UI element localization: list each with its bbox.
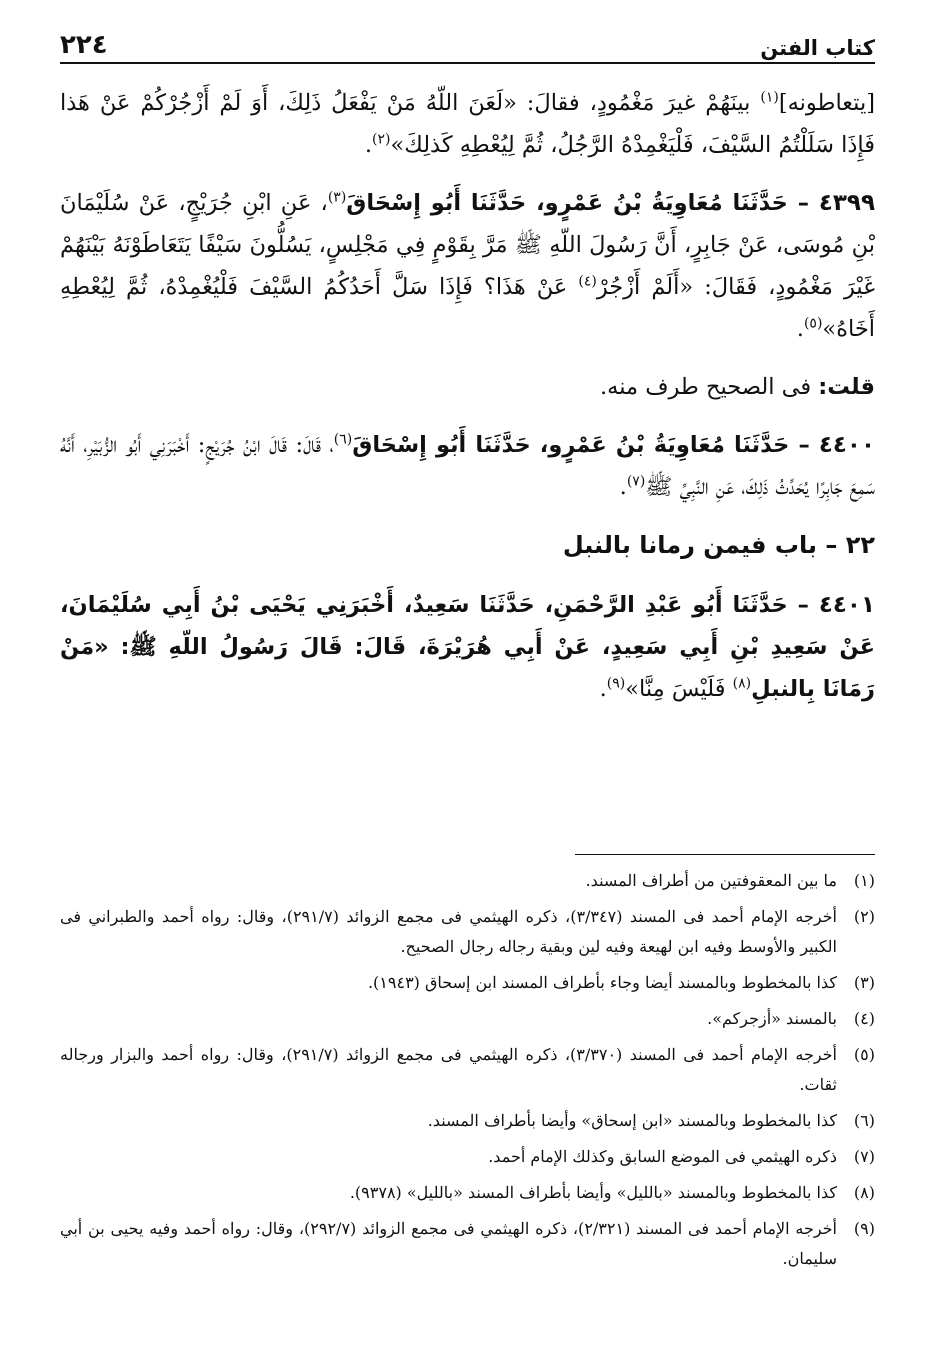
note-text: فى الصحيح طرف منه. [599, 374, 819, 400]
footnote-text: أخرجه الإمام أحمد فى المسند (٢/٣٢١)، ذكره الهيثمي فى مجمع الزوائد (٢٩٢/٧)، وقال: رواه أحمد وفيه يحيى بن أبي سليمان. [60, 1219, 838, 1268]
footnote-ref-5[interactable]: (٥) [803, 315, 823, 332]
hadith-4401 [60, 584, 875, 710]
footnote-number: (٢) [853, 907, 876, 926]
hadith-text-c: . [599, 676, 607, 702]
footnote-number: (٧) [853, 1147, 875, 1166]
continuation-text-b: بينَهُمْ غيرَ مَغْمُودٍ، فقالَ: «لَعَنَ اللّهُ مَنْ يَفْعَلُ ذَلِكَ، أَوَ لَمْ أَزْجُرْكُمْ عَنْ هَذا فَإِذَا سَلَلْتُمُ السَّيْفَ، فَلْيَغْمِدْهُ الرَّجُلُ، ثُمَّ لِيُعْطِهِ كَذلِكَ» [60, 90, 875, 158]
footnote-2 [60, 902, 875, 962]
footnote-text: كذا بالمخطوط وبالمسند أيضا وجاء بأطراف المسند ابن إسحاق (١٩٤٣). [367, 973, 837, 992]
footnote-number: (٨) [853, 1183, 875, 1202]
footnote-ref-3[interactable]: (٣) [327, 189, 347, 206]
footnote-text: ما بين المعقوفتين من أطراف المسند. [585, 871, 837, 890]
chapter-heading: ٢٢ – باب فيمن رمانا بالنبل [562, 531, 875, 559]
footnote-ref-8[interactable]: (٨) [732, 675, 752, 692]
footnote-ref-7[interactable]: (٧) [626, 473, 646, 490]
main-text [60, 82, 875, 710]
footnote-4 [60, 1004, 875, 1034]
page-number: ٢٢٤ [60, 30, 108, 60]
hadith-text-a: – حَدَّثَنَا مُعَاوِيَةُ بْنُ عَمْرٍو، حَدَّثَنَا أَبُو إِسْحَاقَ [346, 190, 819, 216]
footnote-ref-1[interactable]: (١) [760, 89, 779, 106]
footnote-ref-9[interactable]: (٩) [606, 675, 626, 692]
footnote-5 [60, 1040, 875, 1100]
footnote-text: بالمسند «أزجركم». [707, 1009, 837, 1028]
hadith-text-c: عَنْ هَذَا؟ فَإِذَا سَلَّ أَحَدُكُمُ السَّيْفَ فَلْيُغْمِدْهُ، ثُمَّ لِيُعْطِهِ أَخَاهُ» [60, 274, 875, 342]
hadith-text-d: . [796, 316, 804, 342]
footnote-number: (٣) [853, 973, 875, 992]
hadith-number: ٤٤٠٠ [818, 432, 875, 458]
hadith-text-a: – حَدَّثَنَا أَبُو عَبْدِ الرَّحْمَنِ، حَدَّثَنَا سَعِيدٌ، أَخْبَرَنِي يَحْيَى بْنُ أَبِي سُلَيْمَانَ، عَنْ سَعِيدِ بْنِ أَبِي سَعِيدٍ، عَنْ أَبِي هُرَيْرَةَ، قَالَ: قَالَ رَسُولُ اللّهِ ﷺ: «مَنْ رَمَانَا بِالنبلِ [60, 592, 875, 702]
footnote-separator [575, 854, 875, 855]
editor-note [60, 366, 875, 408]
hadith-text-a: – حَدَّثَنَا مُعَاوِيَةُ بْنُ عَمْرٍو، حَدَّثَنَا أَبُو إِسْحَاقَ [352, 432, 819, 458]
footnote-number: (٤) [853, 1009, 875, 1028]
footnote-3 [60, 968, 875, 998]
footnote-number: (٩) [853, 1219, 876, 1238]
book-title: كتاب الفتن [760, 36, 875, 60]
footnote-text: كذا بالمخطوط وبالمسند «بالليل» وأيضا بأطراف المسند «بالليل» (٩٣٧٨). [349, 1183, 837, 1202]
footnote-ref-2[interactable]: (٢) [372, 131, 391, 148]
footnote-8 [60, 1178, 875, 1208]
footnote-ref-6[interactable]: (٦) [333, 431, 353, 448]
footnote-7 [60, 1142, 875, 1172]
footnote-number: (١) [853, 871, 875, 890]
hadith-4400 [60, 424, 875, 508]
hadith-text-b: فَلَيْسَ مِنَّا» [625, 676, 733, 702]
hadith-number: ٤٣٩٩ [818, 190, 875, 216]
footnote-ref-4[interactable]: (٤) [578, 273, 597, 290]
hadith-number: ٤٤٠١ [818, 592, 875, 618]
footnote-text: أخرجه الإمام أحمد فى المسند (٣/٣٤٧)، ذكره الهيثمي فى مجمع الزوائد (٢٩١/٧)، وقال: رواه أحمد والطبراني فى الكبير والأوسط وفيه ابن لهيعة وفيه لين وبقية رجاله رجال الصحيح. [60, 907, 838, 956]
continuation-text-c: . [364, 132, 372, 158]
hadith-text-b: ، قَالَ: قَالَ ابْنُ جُرَيْجٍ: أَخْبَرَنِي أَبُو الزُّبَيْرِ، أَنَّهُ سَمِعَ جَابِرًا يُحَدِّثُ ذَلِكَ، عَنِ النَّبِيِّ ﷺ [60, 432, 875, 500]
footnote-text: كذا بالمخطوط وبالمسند «ابن إسحاق» وأيضا بأطراف المسند. [427, 1111, 837, 1130]
footnotes [60, 866, 875, 1280]
continuation-paragraph [60, 82, 875, 166]
continuation-text-a: [يتعاطونه] [778, 90, 875, 116]
running-header [60, 24, 875, 64]
book-page [60, 24, 875, 1342]
hadith-text-c: . [619, 474, 627, 500]
hadith-text-b: ، عَنِ ابْنِ جُرَيْجٍ، عَنْ سُلَيْمَانَ بْنِ مُوسَى، عَنْ جَابِرٍ، أَنَّ رَسُولَ اللّهِ ﷺ مَرَّ بِقَوْمٍ فِي مَجْلِسٍ، يَسُلُّونَ سَيْفًا يَتَعَاطَوْنَهُ بَيْنَهُمْ غَيْرَ مَغْمُودٍ، فَقَالَ: «أَلَمْ أَزْجُرْ [60, 190, 875, 300]
footnote-number: (٦) [853, 1111, 875, 1130]
hadith-4399 [60, 182, 875, 350]
footnote-6 [60, 1106, 875, 1136]
footnote-text: ذكره الهيثمي فى الموضع السابق وكذلك الإمام أحمد. [488, 1147, 837, 1166]
footnote-1 [60, 866, 875, 896]
footnote-9 [60, 1214, 875, 1274]
footnote-number: (٥) [853, 1045, 876, 1064]
note-label: قلت: [818, 374, 875, 400]
footnote-text: أخرجه الإمام أحمد فى المسند (٣/٣٧٠)، ذكره الهيثمي فى مجمع الزوائد (٢٩١/٧)، وقال: رواه أحمد والبزار ورجاله ثقات. [60, 1045, 838, 1094]
